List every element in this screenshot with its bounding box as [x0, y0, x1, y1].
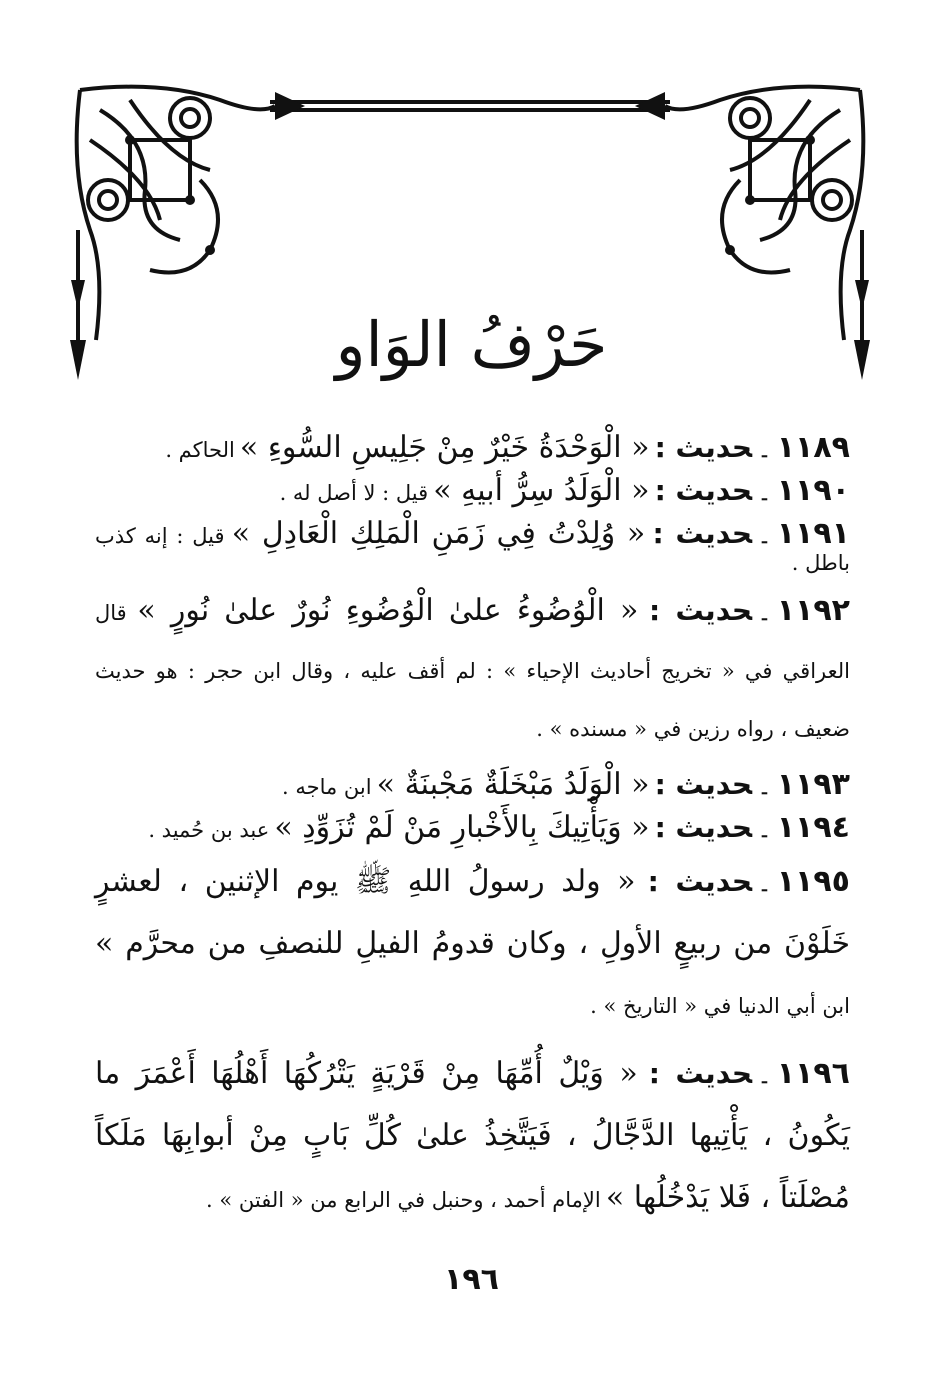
entry-label: حديث :	[648, 1057, 753, 1090]
dash-separator: ـ	[762, 605, 767, 624]
dash-separator: ـ	[762, 876, 767, 895]
hadith-source: قال العراقي في « تخريج أحاديث الإحياء » : لم أقف عليه ، وقال ابن حجر : هو حديث ضعيف ، رواه رزين في « مسنده » .	[95, 601, 850, 741]
hadith-source: ابن أبي الدنيا في « التاريخ » .	[590, 994, 850, 1018]
hadith-entry	[95, 853, 850, 1037]
entry-number: ١١٩٦	[776, 1056, 850, 1091]
entry-label: حديث :	[652, 517, 753, 550]
entry-label: حديث :	[654, 431, 753, 464]
entry-label: حديث :	[654, 811, 753, 844]
hadith-source: الحاكم .	[165, 438, 235, 462]
hadith-entry	[95, 473, 850, 508]
hadith-text: « الْوَلَدُ سِرُّ أبيهِ »	[433, 473, 650, 508]
hadith-entry	[95, 430, 850, 465]
entry-number: ١١٩٠	[776, 473, 850, 508]
entry-label: حديث :	[647, 865, 753, 898]
hadith-text: « ولد رسولُ اللهِ ﷺ يوم الإثنين ، لعشرٍ خَلَوْنَ من ربيعٍ الأولِ ، وكان قدومُ الفيلِ للنصفِ من محرَّم »	[95, 864, 850, 961]
entry-number: ١١٩٤	[776, 810, 850, 845]
hadith-source: عبد بن حُميد .	[148, 818, 270, 842]
hadith-source: قيل : لا أصل له .	[279, 481, 429, 505]
entry-number: ١١٨٩	[776, 430, 850, 465]
hadith-text: « وَيَأْتِيكَ بِالأَخْبارِ مَنْ لَمْ تُزَوِّدِ »	[274, 810, 650, 845]
hadith-entry	[95, 583, 850, 759]
entry-number: ١١٩٢	[776, 593, 850, 628]
hadith-text: « الْوَلَدُ مَبْخَلَةٌ مَجْبنَةٌ »	[376, 767, 650, 802]
hadith-source: الإمام أحمد ، وحنبل في الرابع من « الفتن » .	[206, 1188, 601, 1212]
entry-label: حديث :	[654, 768, 753, 801]
dash-separator: ـ	[762, 528, 767, 547]
dash-separator: ـ	[762, 1068, 767, 1087]
hadith-entry	[95, 810, 850, 845]
entry-number: ١١٩٥	[776, 864, 850, 899]
entry-label: حديث :	[649, 594, 753, 627]
hadith-text: « الْوُضُوءُ علىٰ الْوُضُوءِ نُورٌ علىٰ نُورٍ »	[137, 593, 639, 628]
dash-separator: ـ	[762, 822, 767, 841]
entry-number: ١١٩١	[776, 516, 850, 551]
hadith-text: « وَيْلٌ أُمِّهَا مِنْ قَرْيَةٍ يَتْرُكُهَا أَهْلُهَا أَعْمَرَ ما يَكُونُ ، يَأْتِيها الدَّجَّالُ ، فَيَتَّخِذُ علىٰ كُلِّ بَابٍ مِنْ أبوابِهَا مَلَكاً مُصْلَتاً ، فَلا يَدْخُلُها »	[95, 1056, 850, 1215]
hadith-text: « الْوَحْدَةُ خَيْرٌ مِنْ جَلِيسِ السُّوءِ »	[239, 430, 650, 465]
dash-separator: ـ	[762, 442, 767, 461]
dash-separator: ـ	[762, 779, 767, 798]
hadith-source: قيل : إنه كذب باطل .	[95, 524, 850, 575]
hadith-entry	[95, 1045, 850, 1231]
hadith-entry	[95, 767, 850, 802]
entry-label: حديث :	[654, 474, 753, 507]
hadith-list	[95, 430, 850, 1239]
entry-number: ١١٩٣	[776, 767, 850, 802]
hadith-entry	[95, 516, 850, 575]
section-title: حَرْفُ الوَاو	[335, 308, 608, 381]
dash-separator: ـ	[762, 485, 767, 504]
page-number: ١٩٦	[444, 1262, 499, 1297]
hadith-source: ابن ماجه .	[282, 775, 372, 799]
hadith-text: « وُلِدْتُ فِي زَمَنِ الْمَلِكِ الْعَادِلِ »	[231, 516, 646, 551]
